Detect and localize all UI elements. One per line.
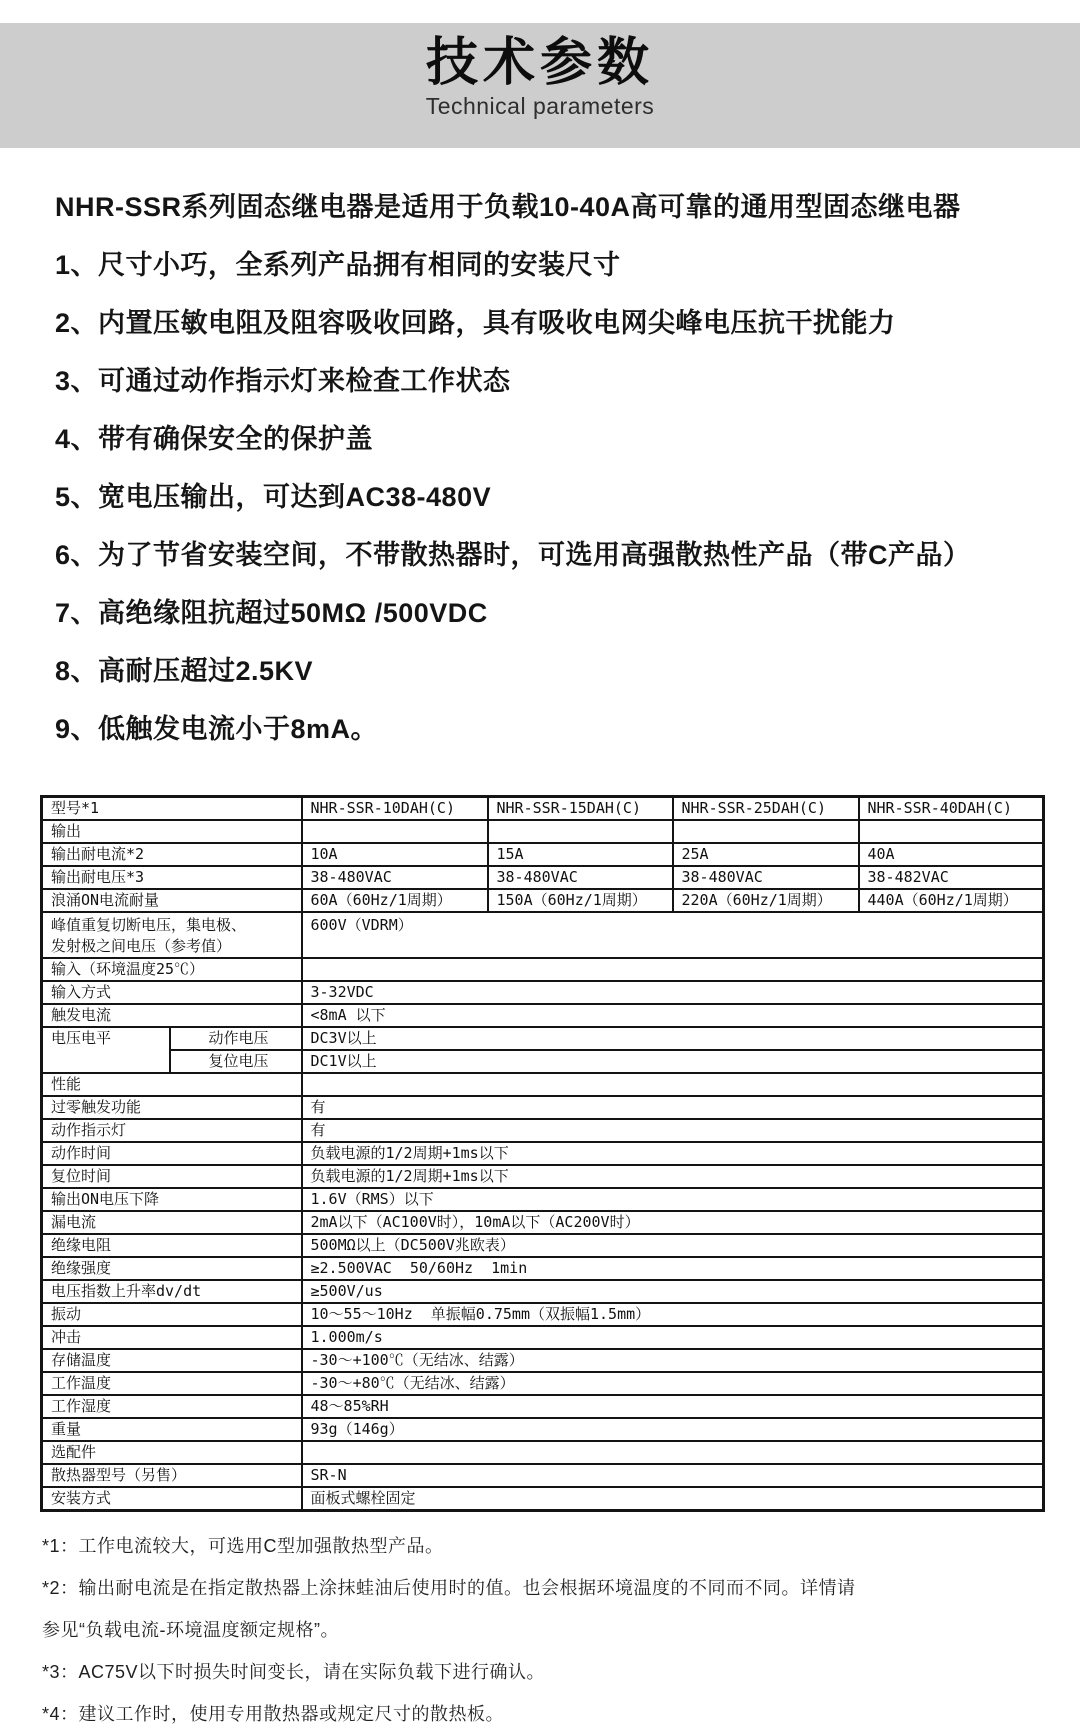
- spec-value-cell: 10A: [302, 843, 488, 866]
- table-row: [42, 1119, 1044, 1142]
- spec-label-cell: 绝缘强度: [42, 1257, 302, 1280]
- spec-value-cell: ≥2.500VAC 50/60Hz 1min: [302, 1257, 1044, 1280]
- table-row: [42, 1188, 1044, 1211]
- footnote-line-3: 参见“负载电流-环境温度额定规格”。: [42, 1620, 339, 1640]
- table-row: [42, 1050, 1044, 1073]
- spec-sublabel-cell: 复位电压: [170, 1050, 302, 1073]
- spec-label-cell: 输出耐电压*3: [42, 866, 302, 889]
- spec-value-cell: 38-480VAC: [673, 866, 859, 889]
- spec-label-cell: 动作指示灯: [42, 1119, 302, 1142]
- spec-label-cell: 输出耐电流*2: [42, 843, 302, 866]
- spec-label-cell: 冲击: [42, 1326, 302, 1349]
- spec-label-cell: 峰值重复切断电压，集电极、 发射极之间电压（参考值）: [42, 912, 302, 958]
- table-row: [42, 1027, 1044, 1050]
- feature-item-5: 5、宽电压输出，可达到AC38-480V: [55, 482, 492, 512]
- spec-label-cell: 漏电流: [42, 1211, 302, 1234]
- table-row: [42, 1303, 1044, 1326]
- feature-item-6: 6、为了节省安装空间，不带散热器时，可选用高强散热性产品（带C产品）: [55, 540, 971, 570]
- spec-value-cell: [302, 820, 488, 843]
- table-row: [42, 866, 1044, 889]
- spec-value-cell: -30～+100℃（无结冰、结露）: [302, 1349, 1044, 1372]
- table-row: [42, 1280, 1044, 1303]
- spec-value-cell: 440A（60Hz/1周期）: [859, 889, 1044, 912]
- spec-label-cell: 绝缘电阻: [42, 1234, 302, 1257]
- spec-value-cell: 1.000m/s: [302, 1326, 1044, 1349]
- spec-value-cell: 220A（60Hz/1周期）: [673, 889, 859, 912]
- footnote-line-2: *2：输出耐电流是在指定散热器上涂抹蛙油后使用时的值。也会根据环境温度的不同而不同。详情请: [42, 1578, 856, 1598]
- spec-table-section: [40, 795, 1042, 1512]
- table-row: [42, 981, 1044, 1004]
- spec-value-cell: 1.6V（RMS）以下: [302, 1188, 1044, 1211]
- spec-label-cell: 电压电平: [42, 1027, 170, 1073]
- spec-value-cell: 93g（146g）: [302, 1418, 1044, 1441]
- table-row: [42, 958, 1044, 981]
- spec-value-cell: ≥500V/us: [302, 1280, 1044, 1303]
- spec-value-cell: 40A: [859, 843, 1044, 866]
- spec-value-cell: DC3V以上: [302, 1027, 1044, 1050]
- spec-value-cell: 15A: [488, 843, 673, 866]
- spec-value-cell: [302, 958, 1044, 981]
- spec-value-cell: 有: [302, 1119, 1044, 1142]
- table-row: [42, 1165, 1044, 1188]
- spec-label-cell: 触发电流: [42, 1004, 302, 1027]
- spec-value-cell: DC1V以上: [302, 1050, 1044, 1073]
- feature-list: [55, 252, 1025, 743]
- spec-label-cell: 电压指数上升率dv/dt: [42, 1280, 302, 1303]
- table-row: [42, 1257, 1044, 1280]
- table-row: [42, 820, 1044, 843]
- footnote-line-5: *4：建议工作时，使用专用散热器或规定尺寸的散热板。: [42, 1704, 505, 1724]
- spec-value-cell: NHR-SSR-10DAH(C): [302, 797, 488, 821]
- spec-label-cell: 过零触发功能: [42, 1096, 302, 1119]
- spec-value-cell: 2mA以下（AC100V时），10mA以下（AC200V时）: [302, 1211, 1044, 1234]
- spec-label-cell: 性能: [42, 1073, 302, 1096]
- table-row: [42, 1349, 1044, 1372]
- spec-value-cell: NHR-SSR-15DAH(C): [488, 797, 673, 821]
- page-subtitle: Technical parameters: [425, 93, 655, 120]
- spec-value-cell: 150A（60Hz/1周期）: [488, 889, 673, 912]
- spec-value-cell: [302, 1073, 1044, 1096]
- table-row: [42, 1142, 1044, 1165]
- spec-label-cell: 动作时间: [42, 1142, 302, 1165]
- table-row: [42, 1372, 1044, 1395]
- spec-value-cell: [488, 820, 673, 843]
- table-row: [42, 1326, 1044, 1349]
- feature-item-7: 7、高绝缘阻抗超过50MΩ /500VDC: [55, 598, 488, 628]
- content: [0, 194, 1080, 743]
- spec-value-cell: 38-482VAC: [859, 866, 1044, 889]
- footnote-line-1: *1：工作电流较大，可选用C型加强散热型产品。: [42, 1536, 444, 1556]
- spec-value-cell: [302, 1441, 1044, 1464]
- feature-item-4: 4、带有确保安全的保护盖: [55, 424, 374, 454]
- table-row: [42, 1211, 1044, 1234]
- spec-value-cell: 60A（60Hz/1周期）: [302, 889, 488, 912]
- spec-sublabel-cell: 动作电压: [170, 1027, 302, 1050]
- spec-value-cell: [673, 820, 859, 843]
- spec-label-cell: 选配件: [42, 1441, 302, 1464]
- feature-item-8: 8、高耐压超过2.5KV: [55, 656, 314, 686]
- spec-value-cell: 500MΩ以上（DC500V兆欧表）: [302, 1234, 1044, 1257]
- header-band: [0, 23, 1080, 148]
- table-row: [42, 1441, 1044, 1464]
- table-row: [42, 1073, 1044, 1096]
- page: [0, 23, 1080, 1735]
- table-row: [42, 1418, 1044, 1441]
- spec-table: [40, 795, 1045, 1512]
- footnotes: [42, 1525, 1040, 1735]
- spec-value-cell: 负载电源的1/2周期+1ms以下: [302, 1142, 1044, 1165]
- intro-text: NHR-SSR系列固态继电器是适用于负载10-40A高可靠的通用型固态继电器: [55, 192, 961, 222]
- spec-label-cell: 输入（环境温度25℃）: [42, 958, 302, 981]
- feature-item-9: 9、低触发电流小于8mA。: [55, 714, 379, 744]
- spec-label-cell: 输入方式: [42, 981, 302, 1004]
- spec-value-cell: -30～+80℃（无结冰、结露）: [302, 1372, 1044, 1395]
- page-title: 技术参数: [425, 33, 654, 93]
- spec-value-cell: <8mA 以下: [302, 1004, 1044, 1027]
- spec-value-cell: 3-32VDC: [302, 981, 1044, 1004]
- table-row: [42, 1234, 1044, 1257]
- table-row: [42, 1487, 1044, 1511]
- table-row: [42, 1096, 1044, 1119]
- spec-value-cell: 面板式螺栓固定: [302, 1487, 1044, 1511]
- spec-label-cell: 工作温度: [42, 1372, 302, 1395]
- feature-item-1: 1、尺寸小巧，全系列产品拥有相同的安装尺寸: [55, 250, 621, 280]
- table-row: [42, 1395, 1044, 1418]
- spec-value-cell: SR-N: [302, 1464, 1044, 1487]
- feature-item-2: 2、内置压敏电阻及阻容吸收回路，具有吸收电网尖峰电压抗干扰能力: [55, 308, 896, 338]
- table-row: [42, 1464, 1044, 1487]
- spec-value-cell: [859, 820, 1044, 843]
- spec-label-cell: 输出ON电压下降: [42, 1188, 302, 1211]
- spec-value-cell: NHR-SSR-25DAH(C): [673, 797, 859, 821]
- spec-value-cell: 25A: [673, 843, 859, 866]
- table-row: [42, 843, 1044, 866]
- spec-value-cell: 有: [302, 1096, 1044, 1119]
- spec-table-body: [42, 797, 1044, 1511]
- table-row: [42, 912, 1044, 958]
- spec-label-cell: 型号*1: [42, 797, 302, 821]
- spec-value-cell: 38-480VAC: [302, 866, 488, 889]
- spec-value-cell: 38-480VAC: [488, 866, 673, 889]
- table-row: [42, 797, 1044, 821]
- spec-value-cell: 600V（VDRM）: [302, 912, 1044, 958]
- feature-item-3: 3、可通过动作指示灯来检查工作状态: [55, 366, 511, 396]
- spec-value-cell: 负载电源的1/2周期+1ms以下: [302, 1165, 1044, 1188]
- footnote-line-4: *3：AC75V以下时损失时间变长，请在实际负载下进行确认。: [42, 1662, 546, 1682]
- spec-label-cell: 复位时间: [42, 1165, 302, 1188]
- spec-label-cell: 输出: [42, 820, 302, 843]
- spec-label-cell: 散热器型号（另售）: [42, 1464, 302, 1487]
- spec-label-cell: 存储温度: [42, 1349, 302, 1372]
- spec-label-cell: 工作湿度: [42, 1395, 302, 1418]
- table-row: [42, 1004, 1044, 1027]
- spec-label-cell: 重量: [42, 1418, 302, 1441]
- spec-label-cell: 安装方式: [42, 1487, 302, 1511]
- spec-value-cell: 10～55～10Hz 单振幅0.75mm（双振幅1.5mm）: [302, 1303, 1044, 1326]
- spec-label-cell: 浪涌ON电流耐量: [42, 889, 302, 912]
- spec-value-cell: NHR-SSR-40DAH(C): [859, 797, 1044, 821]
- spec-value-cell: 48～85%RH: [302, 1395, 1044, 1418]
- table-row: [42, 889, 1044, 912]
- spec-label-cell: 振动: [42, 1303, 302, 1326]
